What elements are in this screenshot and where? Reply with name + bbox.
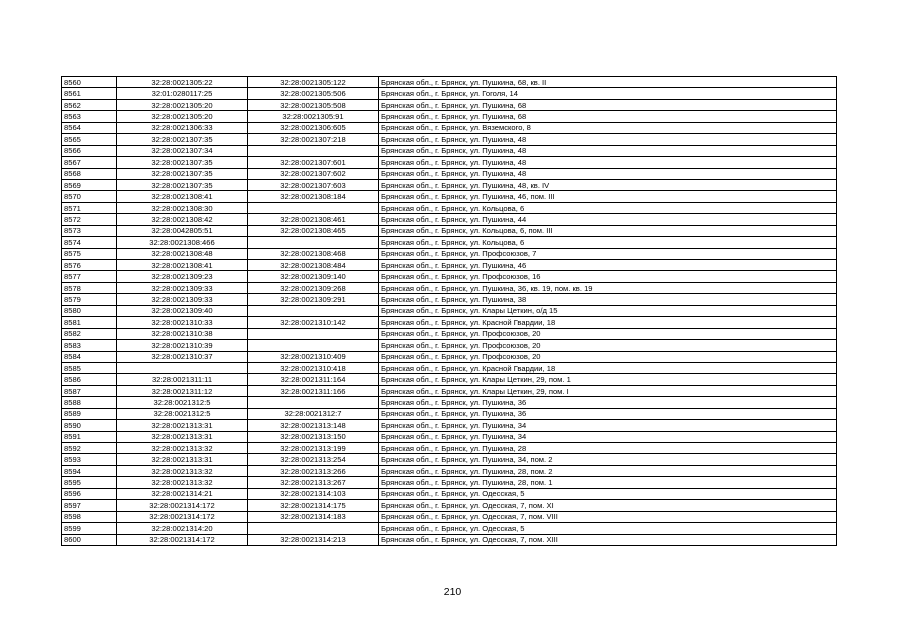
table-row <box>62 294 837 305</box>
building-cadastral-number-cell: 32:28:0021313:254 <box>248 454 379 465</box>
row-number-cell: 8588 <box>62 397 117 408</box>
row-number-cell: 8560 <box>62 77 117 88</box>
building-cadastral-number-cell: 32:28:0021313:267 <box>248 477 379 488</box>
building-cadastral-number-cell: 32:28:0021314:183 <box>248 511 379 522</box>
building-cadastral-number-cell: 32:28:0021312:7 <box>248 408 379 419</box>
address-cell: Брянская обл., г. Брянск, ул. Пушкина, 48 <box>379 157 837 168</box>
table-row <box>62 500 837 511</box>
row-number-cell: 8576 <box>62 260 117 271</box>
land-cadastral-number-cell: 32:28:0021310:39 <box>117 340 248 351</box>
row-number-cell: 8592 <box>62 443 117 454</box>
building-cadastral-number-cell: 32:28:0021310:142 <box>248 317 379 328</box>
address-cell: Брянская обл., г. Брянск, ул. Вяземского, 8 <box>379 122 837 133</box>
address-cell: Брянская обл., г. Брянск, ул. Клары Цеткин, 29, пом. I <box>379 385 837 396</box>
row-number-cell: 8566 <box>62 145 117 156</box>
table-row <box>62 179 837 190</box>
building-cadastral-number-cell: 32:28:0021306:605 <box>248 122 379 133</box>
table-row <box>62 511 837 522</box>
land-cadastral-number-cell: 32:28:0021313:31 <box>117 431 248 442</box>
building-cadastral-number-cell: 32:28:0021310:418 <box>248 362 379 373</box>
row-number-cell: 8596 <box>62 488 117 499</box>
address-cell: Брянская обл., г. Брянск, ул. Пушкина, 36 <box>379 408 837 419</box>
land-cadastral-number-cell: 32:28:0021308:41 <box>117 260 248 271</box>
table-row <box>62 111 837 122</box>
page-number: 210 <box>443 586 462 598</box>
address-cell: Брянская обл., г. Брянск, ул. Профсоюзов, 16 <box>379 271 837 282</box>
table-row <box>62 271 837 282</box>
table-row <box>62 465 837 476</box>
address-cell: Брянская обл., г. Брянск, ул. Пушкина, 28, пом. 1 <box>379 477 837 488</box>
building-cadastral-number-cell: 32:28:0021305:506 <box>248 88 379 99</box>
land-cadastral-number-cell: 32:28:0021313:31 <box>117 420 248 431</box>
land-cadastral-number-cell: 32:28:0021307:34 <box>117 145 248 156</box>
land-cadastral-number-cell: 32:28:0021309:23 <box>117 271 248 282</box>
building-cadastral-number-cell <box>248 523 379 534</box>
table-row <box>62 157 837 168</box>
building-cadastral-number-cell: 32:28:0021308:461 <box>248 214 379 225</box>
land-cadastral-number-cell: 32:28:0021307:35 <box>117 168 248 179</box>
building-cadastral-number-cell: 32:28:0021307:602 <box>248 168 379 179</box>
row-number-cell: 8595 <box>62 477 117 488</box>
table-row <box>62 397 837 408</box>
address-cell: Брянская обл., г. Брянск, ул. Кольцова, 6 <box>379 237 837 248</box>
table-row <box>62 317 837 328</box>
land-cadastral-number-cell: 32:28:0021311:11 <box>117 374 248 385</box>
building-cadastral-number-cell: 32:28:0021309:140 <box>248 271 379 282</box>
row-number-cell: 8579 <box>62 294 117 305</box>
land-cadastral-number-cell: 32:28:0021305:20 <box>117 99 248 110</box>
address-cell: Брянская обл., г. Брянск, ул. Гоголя, 14 <box>379 88 837 99</box>
building-cadastral-number-cell: 32:28:0021308:465 <box>248 225 379 236</box>
address-cell: Брянская обл., г. Брянск, ул. Пушкина, 68 <box>379 111 837 122</box>
address-cell: Брянская обл., г. Брянск, ул. Пушкина, 34 <box>379 420 837 431</box>
table-row <box>62 248 837 259</box>
address-cell: Брянская обл., г. Брянск, ул. Пушкина, 38 <box>379 294 837 305</box>
land-cadastral-number-cell: 32:28:0021314:172 <box>117 511 248 522</box>
address-cell: Брянская обл., г. Брянск, ул. Пушкина, 46, пом. III <box>379 191 837 202</box>
row-number-cell: 8570 <box>62 191 117 202</box>
land-cadastral-number-cell: 32:28:0021308:30 <box>117 202 248 213</box>
table-row <box>62 385 837 396</box>
land-cadastral-number-cell: 32:28:0021312:5 <box>117 408 248 419</box>
row-number-cell: 8568 <box>62 168 117 179</box>
address-cell: Брянская обл., г. Брянск, ул. Кольцова, 6 <box>379 202 837 213</box>
land-cadastral-number-cell: 32:28:0021307:35 <box>117 179 248 190</box>
building-cadastral-number-cell: 32:28:0021305:122 <box>248 77 379 88</box>
table-row <box>62 534 837 545</box>
land-cadastral-number-cell: 32:28:0021313:31 <box>117 454 248 465</box>
address-cell: Брянская обл., г. Брянск, ул. Пушкина, 68 <box>379 99 837 110</box>
building-cadastral-number-cell: 32:28:0021314:213 <box>248 534 379 545</box>
table-row <box>62 88 837 99</box>
land-cadastral-number-cell: 32:28:0021309:40 <box>117 305 248 316</box>
building-cadastral-number-cell <box>248 237 379 248</box>
address-cell: Брянская обл., г. Брянск, ул. Пушкина, 34 <box>379 431 837 442</box>
row-number-cell: 8586 <box>62 374 117 385</box>
building-cadastral-number-cell <box>248 328 379 339</box>
row-number-cell: 8590 <box>62 420 117 431</box>
land-cadastral-number-cell: 32:28:0021312:5 <box>117 397 248 408</box>
table-row <box>62 408 837 419</box>
building-cadastral-number-cell: 32:28:0021313:148 <box>248 420 379 431</box>
building-cadastral-number-cell: 32:28:0021311:164 <box>248 374 379 385</box>
building-cadastral-number-cell: 32:28:0021307:218 <box>248 134 379 145</box>
row-number-cell: 8561 <box>62 88 117 99</box>
row-number-cell: 8583 <box>62 340 117 351</box>
building-cadastral-number-cell <box>248 340 379 351</box>
address-cell: Брянская обл., г. Брянск, ул. Профсоюзов, 7 <box>379 248 837 259</box>
building-cadastral-number-cell: 32:28:0021314:175 <box>248 500 379 511</box>
row-number-cell: 8573 <box>62 225 117 236</box>
address-cell: Брянская обл., г. Брянск, ул. Пушкина, 48 <box>379 168 837 179</box>
building-cadastral-number-cell: 32:28:0021305:508 <box>248 99 379 110</box>
address-cell: Брянская обл., г. Брянск, ул. Одесская, 7, пом. XI <box>379 500 837 511</box>
address-cell: Брянская обл., г. Брянск, ул. Профсоюзов, 20 <box>379 340 837 351</box>
row-number-cell: 8597 <box>62 500 117 511</box>
row-number-cell: 8591 <box>62 431 117 442</box>
row-number-cell: 8563 <box>62 111 117 122</box>
table-row <box>62 168 837 179</box>
land-cadastral-number-cell: 32:28:0021308:42 <box>117 214 248 225</box>
table-row <box>62 328 837 339</box>
table-row <box>62 362 837 373</box>
table-row <box>62 477 837 488</box>
row-number-cell: 8569 <box>62 179 117 190</box>
address-cell: Брянская обл., г. Брянск, ул. Одесская, 5 <box>379 523 837 534</box>
address-cell: Брянская обл., г. Брянск, ул. Пушкина, 68, кв. II <box>379 77 837 88</box>
row-number-cell: 8582 <box>62 328 117 339</box>
building-cadastral-number-cell: 32:28:0021305:91 <box>248 111 379 122</box>
building-cadastral-number-cell <box>248 305 379 316</box>
row-number-cell: 8578 <box>62 282 117 293</box>
address-cell: Брянская обл., г. Брянск, ул. Пушкина, 44 <box>379 214 837 225</box>
table-row <box>62 523 837 534</box>
building-cadastral-number-cell: 32:28:0021310:409 <box>248 351 379 362</box>
land-cadastral-number-cell: 32:28:0021314:20 <box>117 523 248 534</box>
building-cadastral-number-cell: 32:28:0021311:166 <box>248 385 379 396</box>
row-number-cell: 8567 <box>62 157 117 168</box>
building-cadastral-number-cell: 32:28:0021309:291 <box>248 294 379 305</box>
row-number-cell: 8562 <box>62 99 117 110</box>
table-row <box>62 454 837 465</box>
row-number-cell: 8589 <box>62 408 117 419</box>
address-cell: Брянская обл., г. Брянск, ул. Пушкина, 36, кв. 19, пом. кв. 19 <box>379 282 837 293</box>
land-cadastral-number-cell: 32:01:0280117:25 <box>117 88 248 99</box>
row-number-cell: 8600 <box>62 534 117 545</box>
building-cadastral-number-cell: 32:28:0021313:199 <box>248 443 379 454</box>
address-cell: Брянская обл., г. Брянск, ул. Пушкина, 48 <box>379 145 837 156</box>
row-number-cell: 8571 <box>62 202 117 213</box>
row-number-cell: 8587 <box>62 385 117 396</box>
table-row <box>62 191 837 202</box>
table-row <box>62 431 837 442</box>
address-cell: Брянская обл., г. Брянск, ул. Пушкина, 48, кв. IV <box>379 179 837 190</box>
land-cadastral-number-cell: 32:28:0021310:33 <box>117 317 248 328</box>
building-cadastral-number-cell: 32:28:0021308:484 <box>248 260 379 271</box>
table-row <box>62 99 837 110</box>
address-cell: Брянская обл., г. Брянск, ул. Пушкина, 28 <box>379 443 837 454</box>
address-cell: Брянская обл., г. Брянск, ул. Профсоюзов, 20 <box>379 328 837 339</box>
table-row <box>62 134 837 145</box>
property-registry-table <box>61 76 837 546</box>
row-number-cell: 8598 <box>62 511 117 522</box>
building-cadastral-number-cell: 32:28:0021314:103 <box>248 488 379 499</box>
land-cadastral-number-cell: 32:28:0021308:41 <box>117 191 248 202</box>
row-number-cell: 8594 <box>62 465 117 476</box>
row-number-cell: 8572 <box>62 214 117 225</box>
row-number-cell: 8599 <box>62 523 117 534</box>
row-number-cell: 8565 <box>62 134 117 145</box>
land-cadastral-number-cell: 32:28:0021307:35 <box>117 134 248 145</box>
row-number-cell: 8574 <box>62 237 117 248</box>
land-cadastral-number-cell: 32:28:0042805:51 <box>117 225 248 236</box>
land-cadastral-number-cell: 32:28:0021308:48 <box>117 248 248 259</box>
building-cadastral-number-cell <box>248 202 379 213</box>
address-cell: Брянская обл., г. Брянск, ул. Одесская, 5 <box>379 488 837 499</box>
table-row <box>62 202 837 213</box>
row-number-cell: 8593 <box>62 454 117 465</box>
land-cadastral-number-cell: 32:28:0021311:12 <box>117 385 248 396</box>
land-cadastral-number-cell: 32:28:0021307:35 <box>117 157 248 168</box>
land-cadastral-number-cell: 32:28:0021305:20 <box>117 111 248 122</box>
building-cadastral-number-cell: 32:28:0021308:184 <box>248 191 379 202</box>
address-cell: Брянская обл., г. Брянск, ул. Пушкина, 36 <box>379 397 837 408</box>
building-cadastral-number-cell: 32:28:0021313:150 <box>248 431 379 442</box>
table-row <box>62 374 837 385</box>
address-cell: Брянская обл., г. Брянск, ул. Клары Цеткин, 29, пом. 1 <box>379 374 837 385</box>
table-row <box>62 351 837 362</box>
land-cadastral-number-cell: 32:28:0021305:22 <box>117 77 248 88</box>
row-number-cell: 8581 <box>62 317 117 328</box>
land-cadastral-number-cell: 32:28:0021314:172 <box>117 534 248 545</box>
table-row <box>62 420 837 431</box>
address-cell: Брянская обл., г. Брянск, ул. Одесская, 7, пом. XIII <box>379 534 837 545</box>
row-number-cell: 8585 <box>62 362 117 373</box>
table-row <box>62 443 837 454</box>
building-cadastral-number-cell <box>248 397 379 408</box>
land-cadastral-number-cell: 32:28:0021313:32 <box>117 443 248 454</box>
address-cell: Брянская обл., г. Брянск, ул. Пушкина, 28, пом. 2 <box>379 465 837 476</box>
building-cadastral-number-cell: 32:28:0021307:601 <box>248 157 379 168</box>
address-cell: Брянская обл., г. Брянск, ул. Красной Гвардии, 18 <box>379 362 837 373</box>
table-row <box>62 237 837 248</box>
row-number-cell: 8564 <box>62 122 117 133</box>
row-number-cell: 8575 <box>62 248 117 259</box>
land-cadastral-number-cell: 32:28:0021308:466 <box>117 237 248 248</box>
table-row <box>62 305 837 316</box>
address-cell: Брянская обл., г. Брянск, ул. Одесская, 7, пом. VIII <box>379 511 837 522</box>
table-row <box>62 77 837 88</box>
building-cadastral-number-cell: 32:28:0021309:268 <box>248 282 379 293</box>
table-row <box>62 145 837 156</box>
land-cadastral-number-cell: 32:28:0021313:32 <box>117 477 248 488</box>
land-cadastral-number-cell: 32:28:0021309:33 <box>117 282 248 293</box>
row-number-cell: 8584 <box>62 351 117 362</box>
land-cadastral-number-cell: 32:28:0021313:32 <box>117 465 248 476</box>
building-cadastral-number-cell: 32:28:0021308:468 <box>248 248 379 259</box>
address-cell: Брянская обл., г. Брянск, ул. Пушкина, 48 <box>379 134 837 145</box>
address-cell: Брянская обл., г. Брянск, ул. Профсоюзов, 20 <box>379 351 837 362</box>
address-cell: Брянская обл., г. Брянск, ул. Красной Гвардии, 18 <box>379 317 837 328</box>
table-row <box>62 260 837 271</box>
table-row <box>62 122 837 133</box>
table-row <box>62 214 837 225</box>
land-cadastral-number-cell: 32:28:0021306:33 <box>117 122 248 133</box>
row-number-cell: 8580 <box>62 305 117 316</box>
land-cadastral-number-cell: 32:28:0021309:33 <box>117 294 248 305</box>
address-cell: Брянская обл., г. Брянск, ул. Кольцова, 6, пом. III <box>379 225 837 236</box>
building-cadastral-number-cell <box>248 145 379 156</box>
building-cadastral-number-cell: 32:28:0021313:266 <box>248 465 379 476</box>
row-number-cell: 8577 <box>62 271 117 282</box>
table-row <box>62 225 837 236</box>
land-cadastral-number-cell: 32:28:0021314:21 <box>117 488 248 499</box>
land-cadastral-number-cell <box>117 362 248 373</box>
registry-table-body <box>62 77 837 546</box>
land-cadastral-number-cell: 32:28:0021310:38 <box>117 328 248 339</box>
land-cadastral-number-cell: 32:28:0021310:37 <box>117 351 248 362</box>
land-cadastral-number-cell: 32:28:0021314:172 <box>117 500 248 511</box>
table-row <box>62 340 837 351</box>
table-row <box>62 282 837 293</box>
address-cell: Брянская обл., г. Брянск, ул. Пушкина, 46 <box>379 260 837 271</box>
table-row <box>62 488 837 499</box>
address-cell: Брянская обл., г. Брянск, ул. Пушкина, 34, пом. 2 <box>379 454 837 465</box>
address-cell: Брянская обл., г. Брянск, ул. Клары Цеткин, о/д 15 <box>379 305 837 316</box>
building-cadastral-number-cell: 32:28:0021307:603 <box>248 179 379 190</box>
